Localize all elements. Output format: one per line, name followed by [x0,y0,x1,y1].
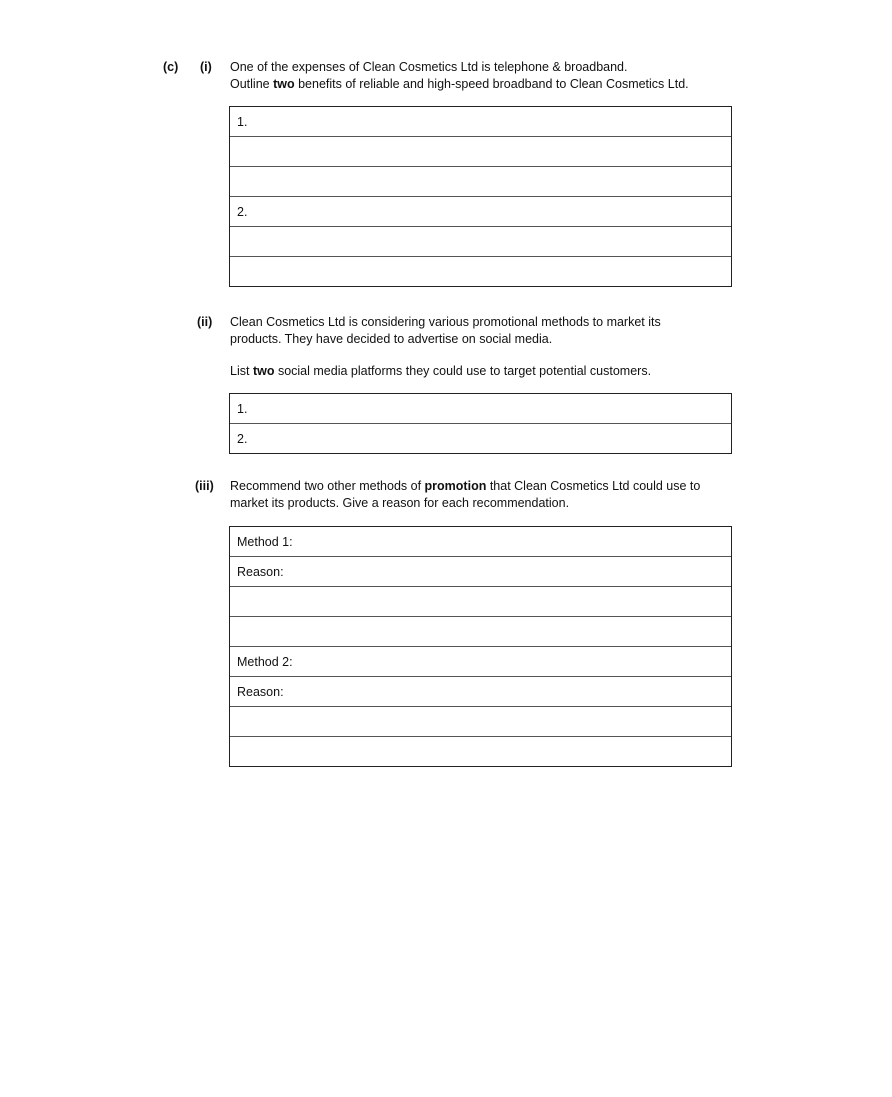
question-ii-text [230,314,690,380]
answer-row[interactable] [230,587,731,617]
method-2-row[interactable]: Method 2: [230,647,731,677]
answer-row[interactable] [230,617,731,647]
question-i-label: (i) [200,60,212,74]
emphasis-promotion: promotion [424,479,487,493]
emphasis-two: two [273,77,295,91]
emphasis-two: two [252,364,275,378]
answer-row[interactable]: 2. [230,197,731,227]
part-c-label: (c) [163,60,179,74]
answer-box-i [229,106,732,287]
question-iii-text [230,478,730,512]
question-i-line2: Outline two benefits of reliable and high-speed broadband to Clean Cosmetics Ltd. [230,77,689,91]
question-i-text [230,59,750,93]
answer-row[interactable] [230,707,731,737]
answer-row[interactable] [230,227,731,257]
answer-box-iii [229,526,732,767]
question-ii-para1: Clean Cosmetics Ltd is considering various promotional methods to market its products. They have decided to advertise on social media. [230,315,661,346]
answer-box-ii [229,393,732,454]
answer-row[interactable] [230,137,731,167]
reason-1-row[interactable]: Reason: [230,557,731,587]
answer-row[interactable] [230,257,731,286]
answer-row[interactable]: 1. [230,107,731,137]
answer-row[interactable] [230,167,731,197]
answer-row[interactable]: 1. [230,394,731,424]
answer-row[interactable]: 2. [237,432,248,446]
question-ii-para2: List two social media platforms they could use to target potential customers. [230,364,652,378]
reason-2-row[interactable]: Reason: [230,677,731,707]
question-i-line1: One of the expenses of Clean Cosmetics Ltd is telephone & broadband. [230,60,628,74]
method-1-row[interactable]: Method 1: [230,527,731,557]
question-iii-para: Recommend two other methods of promotion that Clean Cosmetics Ltd could use to market its products. Give a reason for each recommendation. [230,479,701,510]
question-ii-label: (ii) [197,315,213,329]
question-iii-label: (iii) [195,479,214,493]
answer-row[interactable] [230,737,731,766]
